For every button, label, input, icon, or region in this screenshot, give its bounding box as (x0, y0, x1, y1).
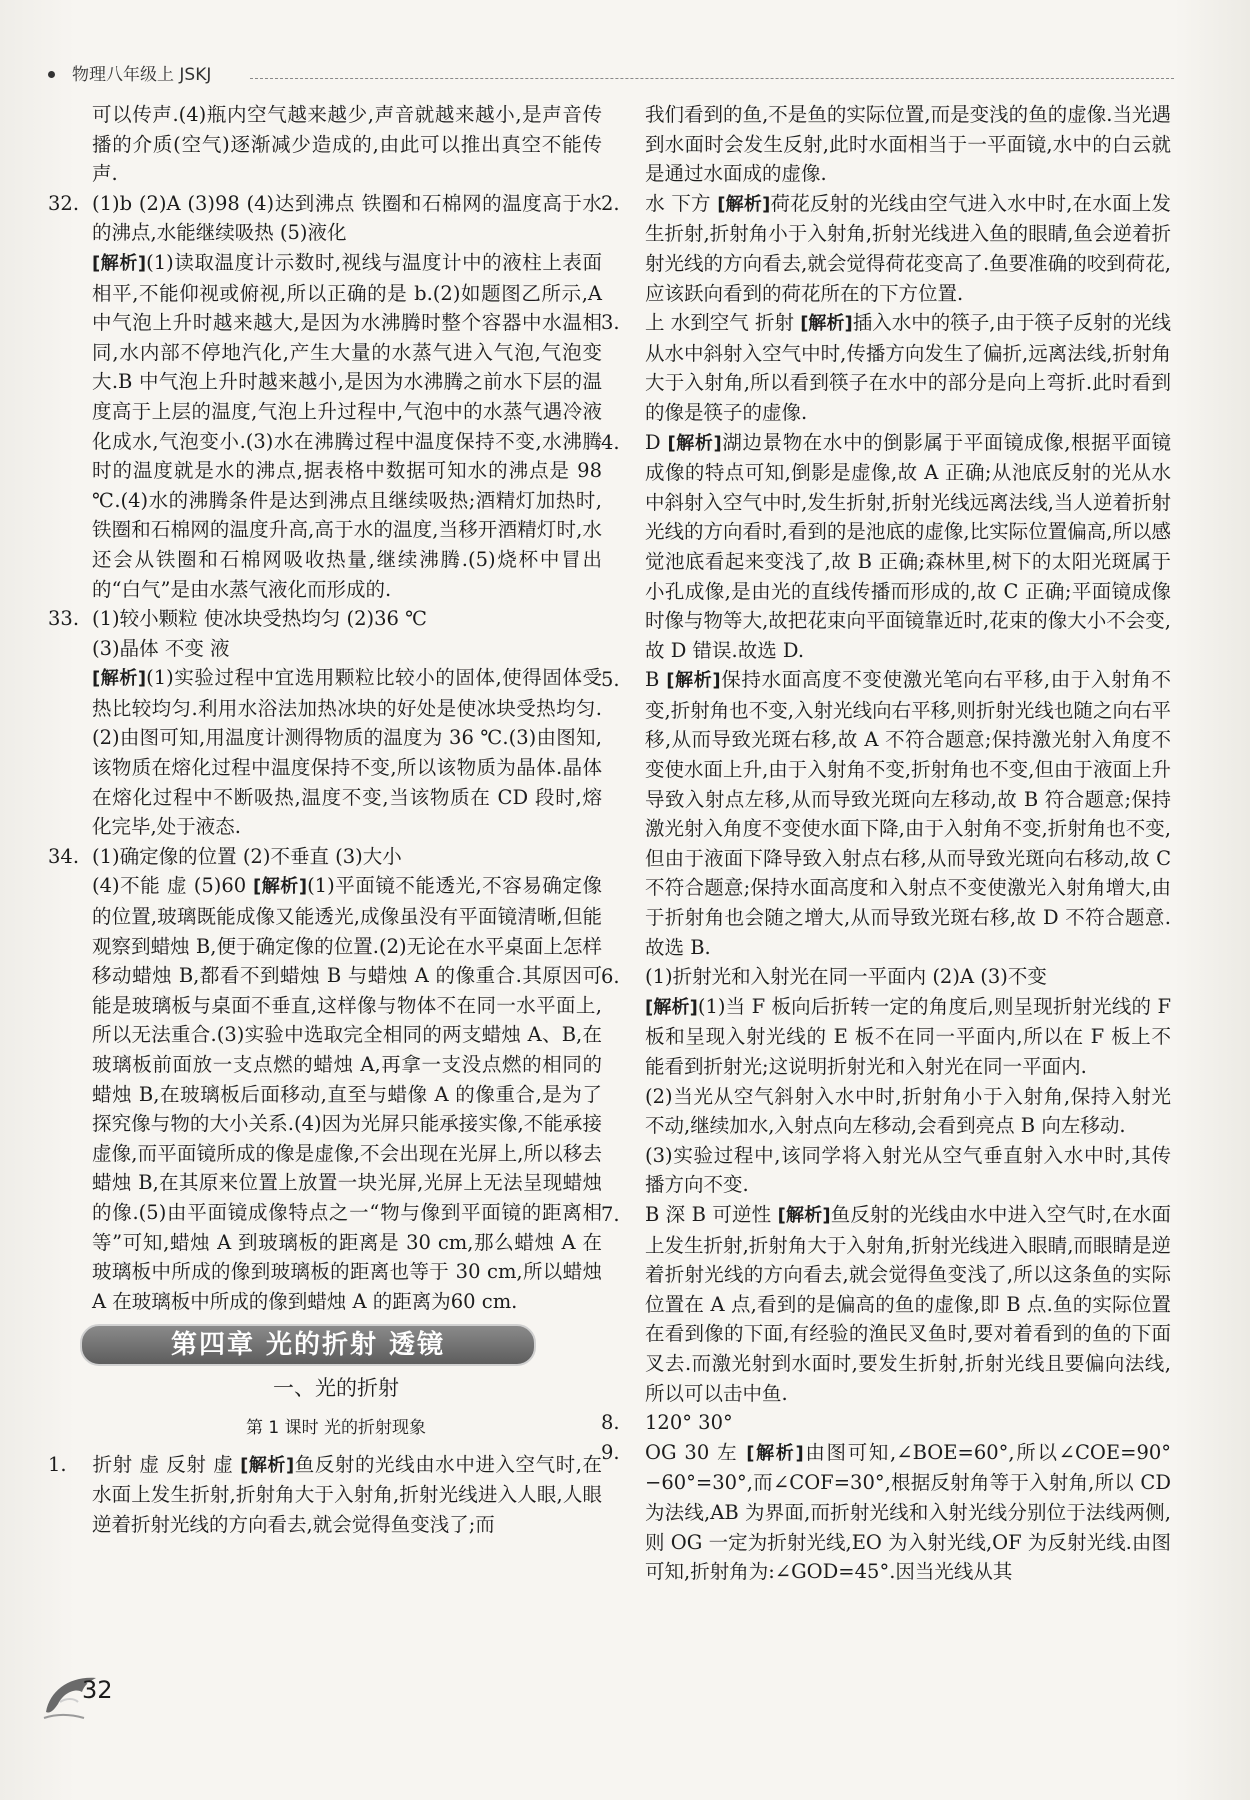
right-column (601, 100, 1172, 1587)
analysis-tag: [解析] (645, 996, 698, 1018)
continued-paragraph: 我们看到的鱼,不是鱼的实际位置,而是变浅的鱼的虚像.当光遇到水面时会发生反射,此时水面相当于一平面镜,水中的白云就是通过水面成的虚像. (645, 103, 1171, 186)
chapter-banner: 第四章 光的折射 透镜 (80, 1324, 536, 1366)
bullet-icon (48, 71, 55, 78)
continued-paragraph: 可以传声.(4)瓶内空气越来越少,声音就越来越小,是声音传播的介质(空气)逐渐减少造成的,由此可以推出真空不能传声. (92, 103, 602, 186)
question-number: 7. (601, 1202, 620, 1226)
answer-text: (3)晶体 不变 液 (92, 636, 230, 660)
question-number: 3. (601, 311, 620, 335)
question-number: 6. (601, 965, 620, 989)
analysis-tag: [解析] (667, 432, 722, 454)
answer-text: (1)较小颗粒 使冰块受热均匀 (2)36 ℃ (92, 607, 427, 631)
answer-text: 折射 虚 反射 虚 (92, 1452, 234, 1476)
analysis-tag: [解析] (717, 193, 771, 215)
answer-5 (601, 665, 1171, 962)
question-number: 8. (601, 1411, 620, 1435)
answer-text: (1)折射光和入射光在同一平面内 (2)A (3)不变 (645, 965, 1047, 989)
question-number: 2. (601, 191, 620, 215)
analysis-tag: [解析] (777, 1204, 831, 1226)
question-number: 33. (48, 607, 80, 631)
answer-3 (601, 308, 1172, 427)
header-rule (250, 78, 1174, 79)
page-number: 32 (82, 1676, 113, 1704)
answer-text: (1)确定像的位置 (2)不垂直 (3)大小 (92, 844, 402, 868)
analysis-tag: [解析] (800, 313, 853, 335)
analysis-text: 保持水面高度不变使激光笔向右平移,由于入射角不变,折射角也不变,入射光线向右平移,则折射光线也随之向右平移,从而导致光斑右移,故 A 不符合题意;保持激光射入角度不变使水面上升,由于入射角不变,折射角也不变,但由于液面上升导致入射点左移,从而导致光斑向左移动,故 B 符合题意;保持激光射入角度不变使水面下降,由于入射角不变,折射角也不变,但由于液面下降导致入射点右移,从而导致光斑向右移动,故 C 不符合题意;保持水面高度和入射点不变使激光入射角增大,由于折射角也会随之增大,从而导致光斑右移,故 D 不符合题意.故选 B. (645, 668, 1171, 959)
analysis-text: (3)实验过程中,该同学将入射光从空气垂直射入水中时,其传播方向不变. (645, 1143, 1171, 1197)
question-number: 4. (601, 430, 620, 454)
analysis-tag: [解析] (240, 1454, 295, 1476)
answer-33 (48, 604, 603, 842)
answer-text: D (645, 430, 661, 454)
answer-9 (601, 1438, 1172, 1587)
analysis-tag: [解析] (746, 1442, 804, 1464)
analysis-tag: [解析] (252, 876, 308, 898)
analysis-text: (1)实验过程中宜选用颗粒比较小的固体,使得固体受热比较均匀.利用水浴法加热冰块的好处是使冰块受热均匀.(2)由图可知,用温度计测得物质的温度为 36 ℃.(3)由图知,该物质在熔化过程中温度保持不变,所以该物质为晶体.晶体在熔化过程中不断吸热,温度不变,当该物质在 CD 段时,熔化完毕,处于液态. (92, 666, 603, 839)
answer-2 (601, 189, 1172, 308)
question-number: 9. (601, 1440, 620, 1464)
answer-text: B (645, 668, 660, 692)
answer-text: 120° 30° (645, 1411, 733, 1435)
section-title: 一、光的折射 (273, 1376, 399, 1401)
analysis-text: (1)平面镜不能透光,不容易确定像的位置,玻璃既能成像又能透光,成像虽没有平面镜清晰,但能观察到蜡烛 B,便于确定像的位置.(2)无论在水平桌面上怎样移动蜡烛 B,都看不到蜡烛 B 与蜡烛 A 的像重合.其原因可能是玻璃板与桌面不垂直,这样像与物体不在同一水平面上,所以无法重合.(3)实验中选取完全相同的两支蜡烛 A、B,在玻璃板前面放一支点燃的蜡烛 A,再拿一支没点燃的相同的蜡烛 B,在玻璃板后面移动,直至与蜡像 A 的像重合,是为了探究像与物的大小关系.(4)因为光屏只能承接实像,不能承接虚像,而平面镜所成的像是虚像,不会出现在光屏上,所以移去蜡烛 B,在其原来位置上放置一块光屏,光屏上无法呈现蜡烛的像.(5)由平面镜成像特点之一“物与像到平面镜的距离相等”可知,蜡烛 A 到玻璃板的距离是 30 cm,那么蜡烛 A 在玻璃板中所成的像到玻璃板的距离也等于 30 cm,所以蜡烛 A 在玻璃板中所成的像到蜡烛 A 的距离为60 cm. (92, 874, 602, 1313)
answer-text: 上 水到空气 折射 (645, 311, 794, 335)
answer-text: (1)b (2)A (3)98 (4)达到沸点 铁圈和石棉网的温度高于水的沸点,水能继续吸热 (5)液化 (92, 191, 602, 245)
answer-text: OG 30 左 (645, 1440, 739, 1464)
analysis-text: 鱼反射的光线由水中进入空气时,在水面上发生折射,折射角大于入射角,折射光线进入人眼,人眼逆着折射光线的方向看去,就会觉得鱼变浅了;而 (92, 1452, 603, 1536)
answer-text: 水 下方 (645, 191, 711, 215)
analysis-text: (1)当 F 板向后折转一定的角度后,则呈现折射光线的 F 板和呈现入射光线的 E 板不在同一平面内,所以在 F 板上不能看到折射光;这说明折射光和入射光在同一平面内. (645, 994, 1171, 1078)
lesson-title: 第 1 课时 光的折射现象 (245, 1417, 427, 1438)
analysis-tag: [解析] (92, 252, 147, 274)
running-header (44, 60, 1174, 88)
left-column (48, 100, 603, 1539)
analysis-text: 鱼反射的光线由水中进入空气时,在水面上发生折射,折射角大于入射角,折射光线进入眼睛,而眼睛是逆着折射光线的方向看去,就会觉得鱼变浅了,所以这条鱼的实际位置在 A 点,看到的是偏高的鱼的虚像,即 B 点.鱼的实际位置在看到像的下面,有经验的渔民叉鱼时,要对着看到的鱼的下面叉去.而激光射到水面时,要发生折射,折射光线且要偏向法线,所以可以击中鱼. (645, 1202, 1171, 1405)
question-number: 32. (48, 191, 80, 215)
analysis-tag: [解析] (666, 670, 721, 692)
answer-7 (601, 1200, 1171, 1408)
analysis-text: (2)当光从空气斜射入水中时,折射角小于入射角,保持入射光不动,继续加水,入射点向左移动,会看到亮点 B 向左移动. (645, 1084, 1171, 1138)
analysis-text: (1)读取温度计示数时,视线与温度计中的液柱上表面相平,不能仰视或俯视,所以正确的是 b.(2)如题图乙所示,A 中气泡上升时越来越大,是因为水沸腾时整个容器中水温相同,水内部不停地汽化,产生大量的水蒸气进入气泡,气泡变大.B 中气泡上升时越来越小,是因为水沸腾之前水下层的温度高于上层的温度,气泡上升过程中,气泡中的水蒸气遇冷液化成水,气泡变小.(3)水在沸腾过程中温度保持不变,水沸腾时的温度就是水的沸点,据表格中数据可知水的沸点是 98 ℃.(4)水的沸腾条件是达到沸点且继续吸热;酒精灯加热时,铁圈和石棉网的温度升高,高于水的温度,当移开酒精灯时,水还会从铁圈和石棉网吸收热量,继续沸腾.(5)烧杯中冒出的“白气”是由水蒸气液化而形成的. (92, 250, 603, 601)
analysis-text: 由图可知,∠BOE=60°,所以∠COE=90°−60°=30°,而∠COF=30°,根据反射角等于入射角,所以 CD 为法线,AB 为界面,而折射光线和入射光线分别位于法线两侧,则 OG 一定为折射光线,EO 为入射光线,OF 为反射光线.由图可知,折射角为:∠GOD=45°.因当光线从其 (645, 1440, 1172, 1584)
answer-text: B 深 B 可逆性 (645, 1202, 772, 1226)
question-number: 5. (601, 668, 620, 692)
question-number: 34. (48, 844, 80, 868)
header-title: 物理八年级上 JSKJ (72, 65, 212, 85)
analysis-text: 湖边景物在水中的倒影属于平面镜成像,根据平面镜成像的特点可知,倒影是虚像,故 A 正确;从池底反射的光从水中斜射入空气中时,发生折射,折射光线远离法线,当人逆着折射光线的方向看时,看到的是池底的虚像,比实际位置偏高,所以感觉池底看起来变浅了,故 B 正确;森林里,树下的太阳光斑属于小孔成像,是由光的直线传播而形成的,故 C 正确;平面镜成像时像与物等大,故把花束向平面镜靠近时,花束的像大小不会变,故 D 错误.故选 D. (645, 430, 1172, 662)
answer-4 (601, 428, 1172, 666)
answer-8 (601, 1408, 1171, 1438)
answer-32 (48, 189, 603, 604)
analysis-text: 荷花反射的光线由空气进入水中时,在水面上发生折射,折射角小于入射角,折射光线进入鱼的眼睛,鱼会逆着折射光线的方向看去,就会觉得荷花变高了.鱼要准确的咬到荷花,应该跃向看到的荷花所在的下方位置. (645, 191, 1172, 305)
analysis-tag: [解析] (92, 668, 147, 690)
answer-text: (4)不能 虚 (5)60 (92, 874, 247, 898)
answer-1 (48, 1450, 603, 1540)
answer-34 (48, 842, 602, 1317)
analysis-text: 插入水中的筷子,由于筷子反射的光线从水中斜射入空气中时,传播方向发生了偏折,远离法线,折射角大于入射角,所以看到筷子在水中的部分是向上弯折.此时看到的像是筷子的虚像. (645, 311, 1172, 424)
question-number: 1. (48, 1452, 67, 1476)
answer-6 (601, 962, 1171, 1200)
